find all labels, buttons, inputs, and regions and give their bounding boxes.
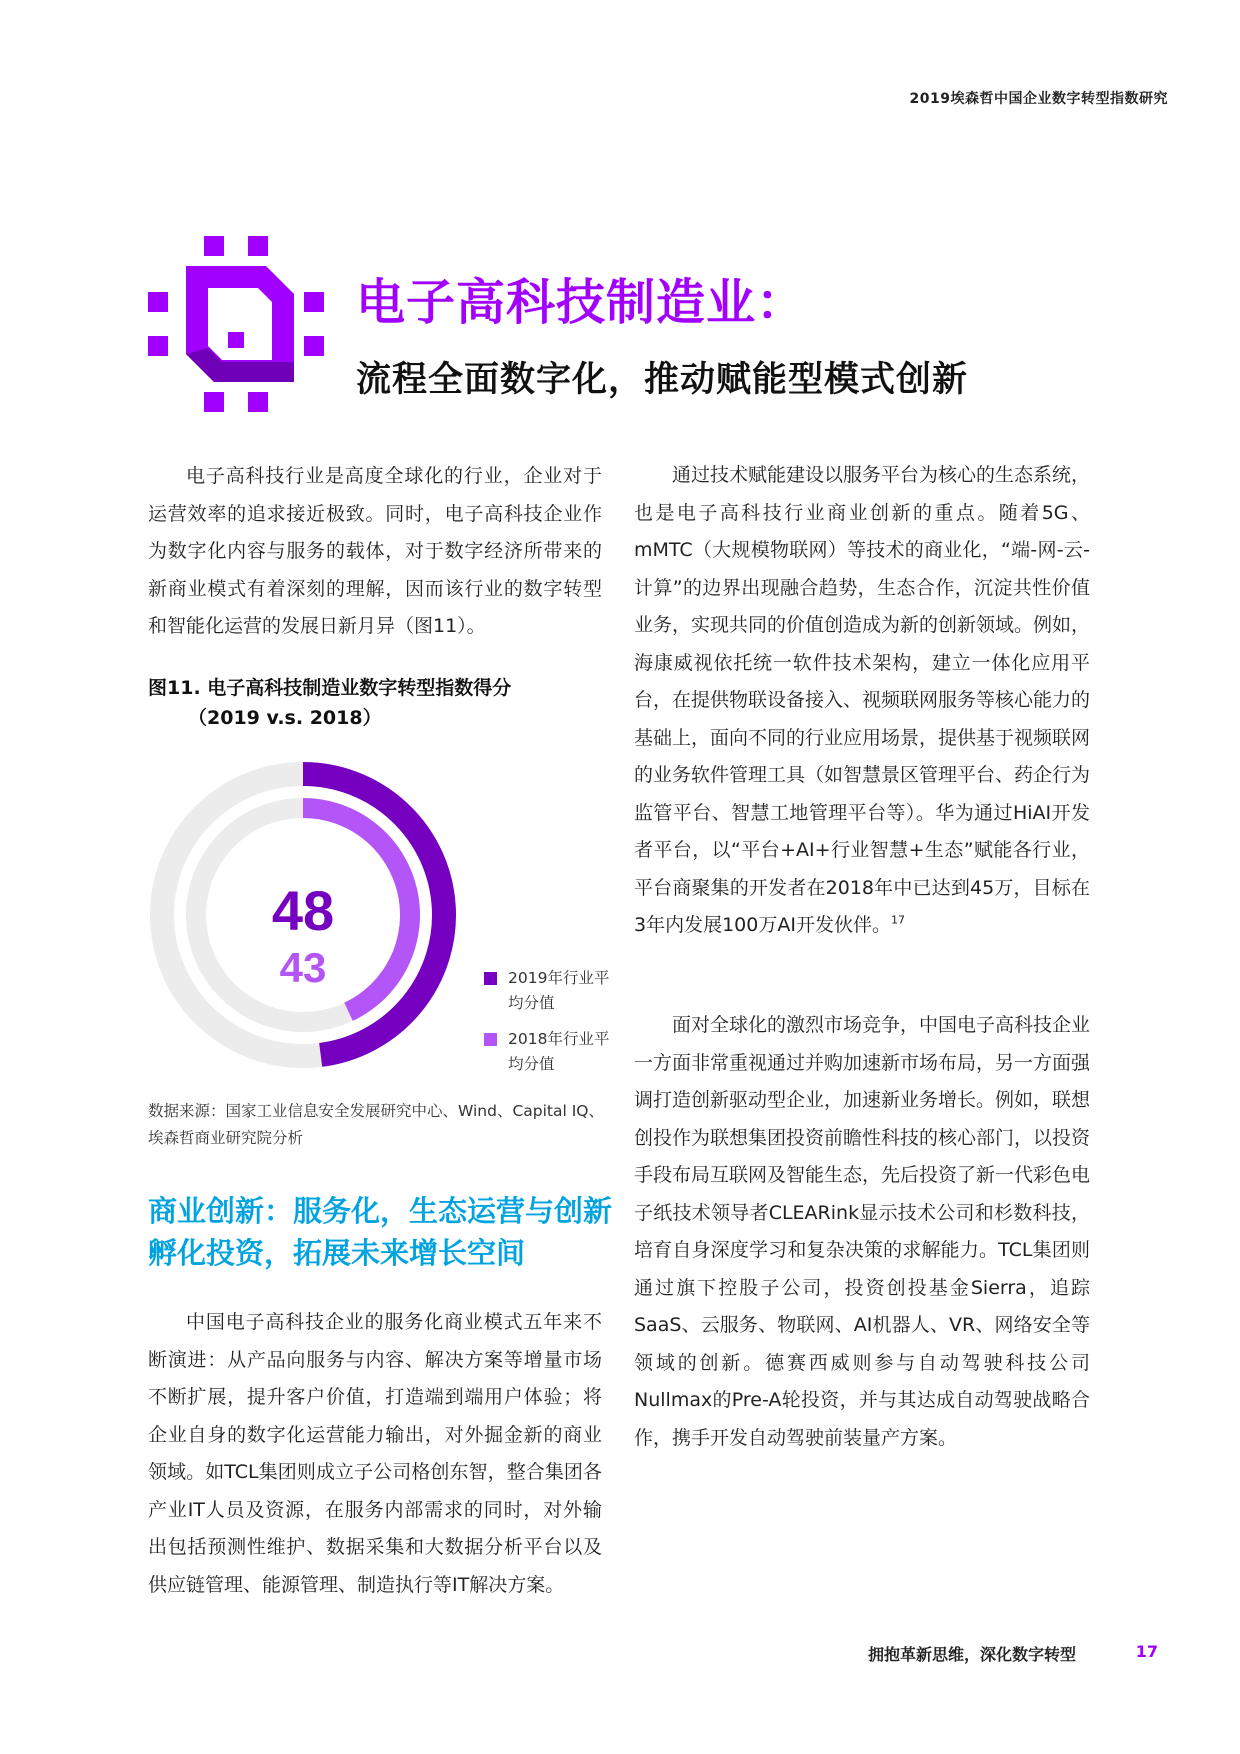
figure-title-main: 图11. 电子高科技制造业数字转型指数得分 xyxy=(148,677,512,699)
value-2019: 48 xyxy=(271,879,335,942)
data-source-note: 数据来源：国家工业信息安全发展研究中心、Wind、Capital IQ、埃森哲商业研究院分析 xyxy=(148,1102,605,1147)
legend-swatch-2019 xyxy=(484,972,497,985)
value-2018: 43 xyxy=(279,944,327,991)
figure-title-sub: （2019 v.s. 2018） xyxy=(188,707,382,729)
section-body-text: 中国电子高科技企业的服务化商业模式五年来不断演进：从产品向服务与内容、解决方案等增量市场不断扩展，提升客户价值，打造端到端用户体验；将企业自身的数字化运营能力输出，对外掘金新的商业领域。如TCL集团则成立子公司格创东智，整合集团各产业IT人员及资源，在服务内部需求的同时，对外输出包括预测性维护、数据采集和大数据分析平台以及供应链管理、能源管理、制造执行等IT解决方案。 xyxy=(148,1311,602,1596)
footnote-ref: 17 xyxy=(890,913,905,927)
section-title-line2: 孵化投资，拓展未来增长空间 xyxy=(148,1236,526,1270)
section-title xyxy=(148,1190,618,1274)
section-title-line1: 商业创新：服务化，生态运营与创新 xyxy=(148,1194,613,1228)
figure-title xyxy=(148,673,608,733)
intro-paragraph xyxy=(148,458,602,646)
legend-swatch-2018 xyxy=(484,1033,497,1046)
section-body xyxy=(148,1304,602,1604)
report-title: 2019埃森哲中国企业数字转型指数研究 xyxy=(909,91,1168,107)
right-paragraph-1 xyxy=(634,457,1090,945)
right-paragraph-1-text: 通过技术赋能建设以服务平台为核心的生态系统，也是电子高科技行业商业创新的重点。随着5G、mMTC（大规模物联网）等技术的商业化，“端-网-云-计算”的边界出现融合趋势，生态合作，沉淀共性价值业务，实现共同的价值创造成为新的创新领域。例如，海康威视依托统一软件技术架构，建立一体化应用平台，在提供物联设备接入、视频联网服务等核心能力的基础上，面向不同的行业应用场景，提供基于视频联网的业务软件管理工具（如智慧景区管理平台、药企行为监管平台、智慧工地管理平台等）。华为通过HiAI开发者平台，以“平台+AI+行业智慧+生态”赋能各行业，平台商聚集的开发者在2018年中已达到45万，目标在3年内发展100万AI开发伙伴。 xyxy=(634,464,1091,936)
footer-text: 拥抱革新思维，深化数字转型 xyxy=(867,1645,1076,1664)
legend-label-2018: 2018年行业平均分值 xyxy=(508,1030,610,1073)
legend-label-2019: 2019年行业平均分值 xyxy=(508,969,610,1012)
page-subtitle: 流程全面数字化，推动赋能型模式创新 xyxy=(356,360,969,400)
intro-text: 电子高科技行业是高度全球化的行业，企业对于运营效率的追求接近极致。同时，电子高科技企业作为数字化内容与服务的载体，对于数字经济所带来的新商业模式有着深刻的理解，因而该行业的数字转型和智能化运营的发展日新月异（图11）。 xyxy=(148,465,602,637)
donut-chart xyxy=(148,760,458,1070)
page-number: 17 xyxy=(1135,1642,1158,1661)
right-paragraph-2-text: 面对全球化的激烈市场竞争，中国电子高科技企业一方面非常重视通过并购加速新市场布局，另一方面强调打造创新驱动型企业，加速新业务增长。例如，联想创投作为联想集团投资前瞻性科技的核心部门，以投资手段布局互联网及智能生态，先后投资了新一代彩色电子纸技术领导者CLEARink显示技术公司和杉数科技，培育自身深度学习和复杂决策的求解能力。TCL集团则通过旗下控股子公司，投资创投基金Sierra，追踪SaaS、云服务、物联网、AI机器人、VR、网络安全等领域的创新。德赛西威则参与自动驾驶科技公司Nullmax的Pre-A轮投资，并与其达成自动驾驶战略合作，携手开发自动驾驶前装量产方案。 xyxy=(634,1014,1091,1449)
page-title: 电子高科技制造业： xyxy=(356,274,807,331)
chip-icon xyxy=(148,236,324,412)
right-paragraph-2 xyxy=(634,1007,1090,1457)
